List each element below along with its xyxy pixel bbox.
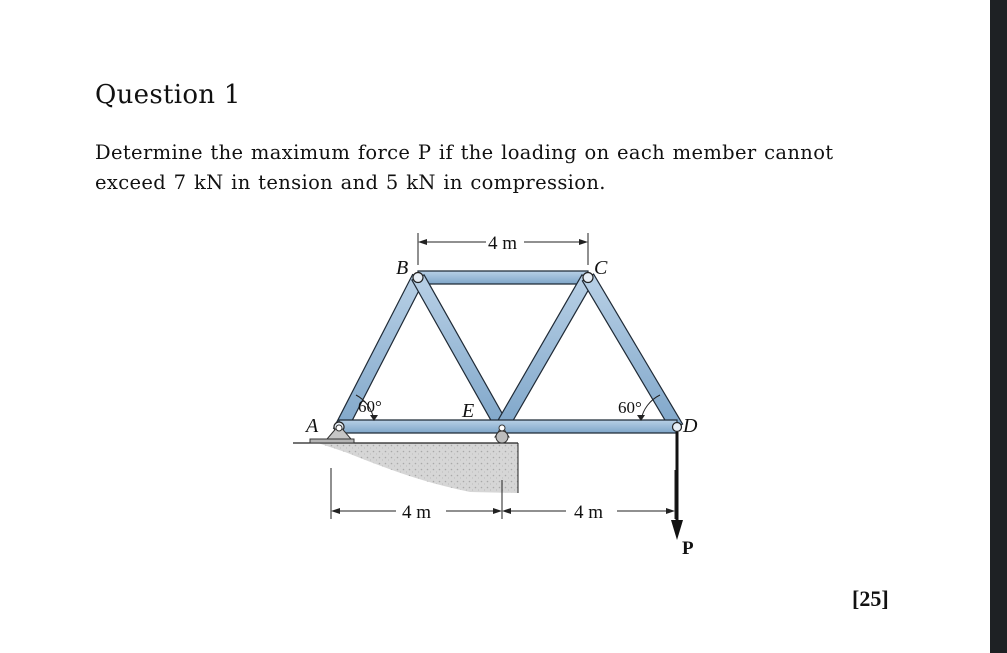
question-text: Determine the maximum force P if the loading on each member cannot exceed 7 kN in tension and 5 kN in compression. bbox=[95, 141, 834, 194]
joint-d bbox=[673, 423, 682, 432]
member-bc bbox=[418, 271, 588, 284]
node-label-e: E bbox=[462, 400, 475, 422]
member-ec bbox=[496, 275, 594, 429]
joint-b bbox=[413, 273, 423, 283]
question-title: Question 1 bbox=[95, 80, 241, 110]
node-label-a: A bbox=[306, 415, 319, 437]
ground-soil bbox=[318, 443, 518, 493]
marks-label: [25] bbox=[852, 586, 889, 611]
node-label-c: C bbox=[594, 257, 608, 279]
load-arrow-p bbox=[671, 432, 683, 540]
member-be bbox=[412, 275, 508, 429]
load-label-p: P bbox=[682, 538, 694, 559]
node-label-d: D bbox=[683, 415, 698, 437]
joint-c bbox=[583, 273, 593, 283]
angle-label-a: 60° bbox=[358, 397, 382, 416]
dimension-bottom-left-label: 4 m bbox=[402, 502, 432, 523]
dimension-bottom-right-label: 4 m bbox=[574, 502, 604, 523]
member-ad bbox=[339, 420, 677, 433]
dimension-top-label: 4 m bbox=[488, 233, 518, 254]
node-label-b: B bbox=[396, 257, 409, 279]
angle-label-d: 60° bbox=[618, 398, 642, 417]
